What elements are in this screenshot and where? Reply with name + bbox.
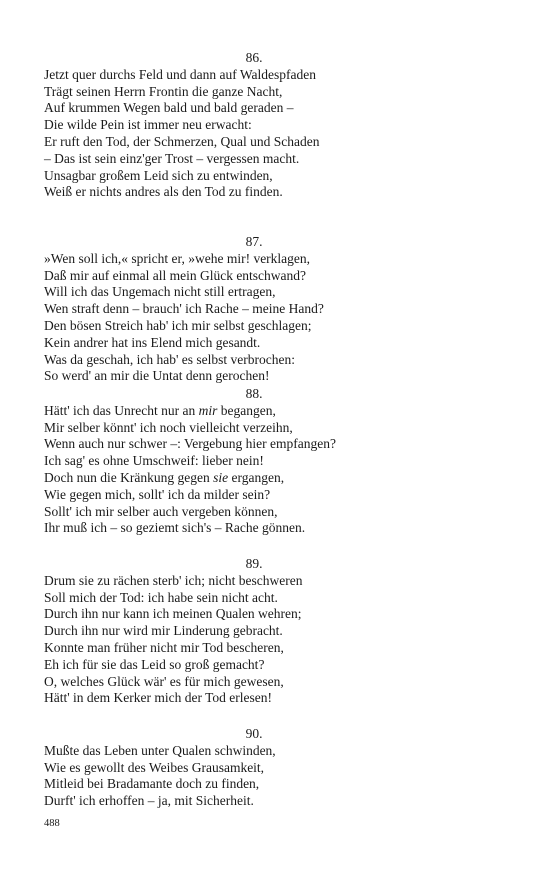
- verse-line: Mitleid bei Bradamante doch zu finden,: [44, 776, 260, 792]
- verse-line: Drum sie zu rächen sterb' ich; nicht beschweren: [44, 572, 303, 588]
- verse-line: Sollt' ich mir selber auch vergeben können,: [44, 503, 278, 519]
- page-number: 488: [44, 818, 60, 829]
- verse-line: Wie es gewollt des Weibes Grausamkeit,: [44, 759, 265, 775]
- verse-line: Weiß er nichts andres als den Tod zu finden.: [44, 184, 283, 200]
- verse-line: Konnte man früher nicht mir Tod bescheren,: [44, 639, 284, 655]
- verse-line: Wenn auch nur schwer –: Vergebung hier empfangen?: [44, 436, 336, 452]
- verse-line: Durch ihn nur kann ich meinen Qualen wehren;: [44, 606, 302, 622]
- verse-line: Jetzt quer durchs Feld und dann auf Waldespfaden: [44, 66, 316, 82]
- verse-line: Ich sag' es ohne Umschweif: lieber nein!: [44, 453, 264, 469]
- verse-line: Hätt' in dem Kerker mich der Tod erlesen!: [44, 690, 273, 706]
- verse-line: Kein andrer hat ins Elend mich gesandt.: [44, 334, 261, 350]
- verse-line: Auf krummen Wegen bald und bald geraden –: [44, 100, 294, 116]
- verse-line: Ihr muß ich – so geziemt sich's – Rache gönnen.: [44, 520, 306, 536]
- verse-line: Er ruft den Tod, der Schmerzen, Qual und Schaden: [44, 133, 320, 149]
- verse-line: Wie gegen mich, sollt' ich da milder sein?: [44, 486, 271, 502]
- verse-segment: Hätt' ich das Unrecht nur an: [44, 402, 199, 418]
- verse-line: Wen straft denn – brauch' ich Rache – meine Hand?: [44, 301, 324, 317]
- verse-line: [44, 403, 464, 420]
- verse-line: Unsagbar großem Leid sich zu entwinden,: [44, 167, 273, 183]
- stanza: [44, 386, 464, 537]
- verse-line: Soll mich der Tod: ich habe sein nicht acht.: [44, 589, 278, 605]
- verse-line: Will ich das Ungemach nicht still ertragen,: [44, 284, 276, 300]
- verse-line: Durft' ich erhoffen – ja, mit Sicherheit.: [44, 793, 254, 809]
- verse-line: O, welches Glück wär' es für mich gewesen,: [44, 673, 284, 689]
- stanza-number: 90.: [245, 726, 263, 741]
- verse-line: Daß mir auf einmal all mein Glück entschwand?: [44, 267, 307, 283]
- verse-segment: begangen,: [217, 402, 276, 418]
- stanza-number: 89.: [245, 556, 263, 571]
- verse-line: Durch ihn nur wird mir Linderung gebracht.: [44, 623, 283, 639]
- stanza-number: 86.: [245, 50, 263, 65]
- stanza: [44, 556, 464, 707]
- verse-segment: Doch nun die Kränkung gegen: [44, 469, 214, 485]
- emphasized-word: sie: [213, 469, 229, 485]
- verse-line: Eh ich für sie das Leid so groß gemacht?: [44, 656, 265, 672]
- verse-line: Was da geschah, ich hab' es selbst verbrochen:: [44, 351, 296, 367]
- stanza-number: 87.: [245, 234, 263, 249]
- verse-line: [44, 470, 464, 487]
- verse-line: »Wen soll ich,« spricht er, »wehe mir! verklagen,: [44, 250, 311, 266]
- stanza: [44, 726, 464, 810]
- verse-line: – Das ist sein einz'ger Trost – vergessen macht.: [44, 150, 300, 166]
- verse-line: Den bösen Streich hab' ich mir selbst geschlagen;: [44, 317, 312, 333]
- stanza: [44, 50, 464, 201]
- stanza: [44, 234, 464, 385]
- verse-line: Trägt seinen Herrn Frontin die ganze Nacht,: [44, 83, 283, 99]
- verse-line: Mußte das Leben unter Qualen schwinden,: [44, 742, 276, 758]
- stanza-number: 88.: [245, 386, 263, 401]
- verse-segment: ergangen,: [228, 469, 285, 485]
- emphasized-word: mir: [198, 402, 218, 418]
- verse-line: Die wilde Pein ist immer neu erwacht:: [44, 117, 252, 133]
- verse-line: So werd' an mir die Untat denn gerochen!: [44, 368, 270, 384]
- verse-line: Mir selber könnt' ich noch vielleicht verzeihn,: [44, 419, 293, 435]
